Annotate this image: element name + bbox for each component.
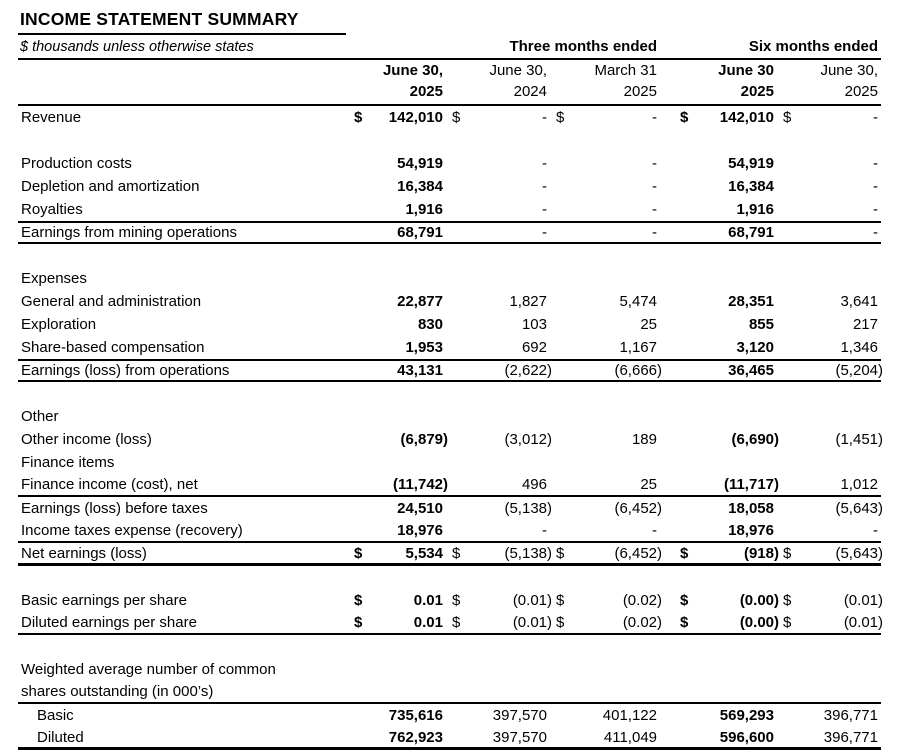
cell-value: (0.01): [512, 592, 552, 609]
cell: [660, 201, 777, 218]
col1-date-line1: June 30,: [382, 62, 443, 79]
row-label: Earnings (loss) before taxes: [21, 500, 208, 517]
row-label: Basic: [37, 707, 74, 724]
cell-value: (3,012): [504, 431, 552, 448]
col4-date-line1: June 30: [718, 62, 774, 79]
row-label: Finance items: [21, 454, 115, 471]
col2-date-line2: 2024: [513, 83, 547, 100]
currency-symbol: $: [354, 544, 363, 562]
row-label: shares outstanding (in 000’s): [21, 683, 214, 700]
cell: [550, 362, 660, 379]
col5-date-line2: 2025: [844, 83, 878, 100]
cell-value: (5,643): [835, 500, 883, 517]
cell-value: 18,976: [397, 522, 443, 539]
cell-value: (5,138): [504, 544, 552, 562]
cell: [777, 614, 881, 631]
cell: [777, 431, 881, 448]
group-header-three-months: Three months ended: [509, 38, 657, 55]
cell-value: 692: [521, 339, 547, 356]
cell: [660, 614, 777, 631]
cell-value: 3,120: [736, 339, 774, 356]
cell-value: 1,167: [619, 339, 657, 356]
cell-value: 28,351: [728, 293, 774, 310]
section-row: [18, 405, 881, 428]
table-row: [18, 543, 881, 566]
cell-value: 1,346: [840, 339, 878, 356]
cell: [348, 431, 446, 448]
cell-value: -: [652, 155, 657, 172]
currency-symbol: $: [680, 592, 689, 609]
cell: [446, 522, 550, 539]
cell-value: (11,742): [392, 476, 448, 493]
table-row: [18, 198, 881, 221]
spacer-row: [18, 566, 881, 589]
cell-value: 1,953: [405, 339, 443, 356]
cell: [777, 316, 881, 333]
cell: [777, 707, 881, 724]
spacer-row: [18, 635, 881, 658]
currency-symbol: $: [354, 109, 363, 126]
cell: [446, 201, 550, 218]
cell: [348, 545, 446, 562]
cell-value: 396,771: [823, 707, 878, 724]
cell-value: (5,138): [504, 500, 552, 517]
cell-value: -: [873, 178, 878, 195]
cell-value: 103: [521, 316, 547, 333]
cell: [348, 201, 446, 218]
cell: [660, 592, 777, 609]
cell: [348, 729, 446, 746]
cell-value: 855: [748, 316, 774, 333]
currency-symbol: $: [354, 592, 363, 609]
cell: [777, 500, 881, 517]
table-row: [18, 727, 881, 750]
cell: [660, 729, 777, 746]
cell: [348, 362, 446, 379]
cell-value: 830: [417, 316, 443, 333]
cell-value: 68,791: [728, 224, 774, 241]
currency-symbol: $: [680, 614, 689, 631]
row-label: Earnings (loss) from operations: [21, 362, 230, 379]
cell-value: (6,690): [731, 431, 779, 448]
currency-symbol: $: [452, 592, 461, 609]
row-label: Revenue: [21, 109, 82, 126]
cell-value: -: [873, 155, 878, 172]
cell-value: 16,384: [728, 178, 774, 195]
page-title: INCOME STATEMENT SUMMARY: [18, 8, 346, 35]
cell: [550, 178, 660, 195]
table-row: [18, 221, 881, 244]
cell: [348, 293, 446, 310]
cell: [550, 614, 660, 631]
column-headers: [18, 60, 881, 106]
currency-symbol: $: [452, 614, 461, 631]
currency-symbol: $: [556, 592, 565, 609]
cell-value: -: [542, 109, 547, 126]
cell: [550, 707, 660, 724]
row-label: Finance income (cost), net: [21, 476, 198, 493]
cell-value: 3,641: [840, 293, 878, 310]
cell-value: 411,049: [603, 728, 657, 746]
cell-value: 397,570: [492, 707, 547, 724]
cell: [348, 155, 446, 172]
row-label: Exploration: [21, 316, 97, 333]
currency-symbol: $: [783, 614, 792, 631]
row-label: Share-based compensation: [21, 339, 205, 356]
currency-symbol: $: [680, 544, 689, 562]
cell-value: (0.00): [739, 614, 779, 631]
column-header-row-2: [18, 81, 881, 102]
section-row: [18, 681, 881, 704]
col5-date-line1: June 30,: [820, 62, 878, 79]
cell-value: -: [652, 178, 657, 195]
cell: [446, 155, 550, 172]
row-label: General and administration: [21, 293, 202, 310]
cell-value: -: [652, 224, 657, 241]
cell: [446, 316, 550, 333]
cell: [660, 362, 777, 379]
spacer-row: [18, 244, 881, 267]
cell: [446, 476, 550, 493]
row-label: Diluted earnings per share: [21, 614, 197, 631]
currency-symbol: $: [556, 614, 565, 631]
table-row: [18, 612, 881, 635]
cell-value: -: [542, 522, 547, 539]
cell: [446, 592, 550, 609]
cell-value: 43,131: [397, 362, 443, 379]
cell: [348, 109, 446, 126]
cell-value: 735,616: [388, 707, 443, 724]
col4-date-line2: 2025: [740, 83, 774, 100]
cell: [660, 293, 777, 310]
currency-symbol: $: [452, 544, 461, 562]
cell-value: -: [652, 109, 657, 126]
cell-value: -: [652, 201, 657, 218]
cell: [777, 109, 881, 126]
row-label: Depletion and amortization: [21, 178, 200, 195]
cell: [446, 293, 550, 310]
cell: [446, 500, 550, 517]
table-row: [18, 152, 881, 175]
cell-value: 24,510: [397, 500, 443, 517]
cell: [660, 545, 777, 562]
currency-symbol: $: [354, 614, 363, 631]
table-row: [18, 106, 881, 129]
row-label: Other: [21, 408, 59, 425]
cell-value: 5,534: [405, 544, 443, 562]
cell: [660, 155, 777, 172]
currency-symbol: $: [556, 109, 565, 126]
row-label: Expenses: [21, 270, 87, 287]
cell: [660, 109, 777, 126]
cell-value: 0.01: [413, 592, 443, 609]
cell: [348, 592, 446, 609]
cell-value: 217: [852, 316, 878, 333]
table-row: [18, 359, 881, 382]
cell-value: (11,717): [723, 476, 779, 493]
table-row: [18, 474, 881, 497]
table-body: [18, 106, 881, 750]
cell-value: 1,916: [736, 201, 774, 218]
row-label: Basic earnings per share: [21, 592, 187, 609]
cell-value: -: [542, 201, 547, 218]
cell-value: -: [652, 522, 657, 539]
cell: [446, 431, 550, 448]
row-label: Diluted: [37, 728, 84, 746]
row-label: Other income (loss): [21, 431, 152, 448]
cell: [777, 201, 881, 218]
cell-value: (0.02): [622, 592, 662, 609]
cell: [660, 339, 777, 356]
cell-value: 25: [640, 476, 657, 493]
cell-value: 401,122: [602, 707, 657, 724]
row-label: Income taxes expense (recovery): [21, 522, 243, 539]
table-row: [18, 313, 881, 336]
cell-value: -: [873, 109, 878, 126]
cell-value: (6,879): [400, 431, 448, 448]
cell: [550, 729, 660, 746]
cell: [550, 201, 660, 218]
cell: [550, 339, 660, 356]
table-row: [18, 428, 881, 451]
currency-symbol: $: [783, 544, 792, 562]
cell: [550, 522, 660, 539]
table-row: [18, 520, 881, 543]
cell: [550, 500, 660, 517]
cell: [348, 316, 446, 333]
row-label: Earnings from mining operations: [21, 224, 237, 241]
cell: [550, 109, 660, 126]
cell: [348, 178, 446, 195]
cell: [348, 522, 446, 539]
cell-value: (6,452): [614, 544, 662, 562]
cell-value: 142,010: [388, 109, 443, 126]
cell: [446, 224, 550, 241]
row-label: Production costs: [21, 155, 132, 172]
cell: [550, 476, 660, 493]
cell: [446, 614, 550, 631]
cell: [348, 500, 446, 517]
cell-value: (5,643): [835, 544, 883, 562]
cell-value: (918): [743, 544, 779, 562]
cell-value: -: [542, 178, 547, 195]
table-row: [18, 589, 881, 612]
col2-date-line1: June 30,: [489, 62, 547, 79]
cell: [550, 224, 660, 241]
cell-value: 22,877: [397, 293, 443, 310]
cell: [348, 476, 446, 493]
cell-value: 496: [521, 476, 547, 493]
cell: [777, 592, 881, 609]
cell: [446, 729, 550, 746]
cell-value: 68,791: [397, 224, 443, 241]
cell: [660, 431, 777, 448]
cell: [446, 339, 550, 356]
row-label: Royalties: [21, 201, 83, 218]
cell: [550, 155, 660, 172]
cell-value: -: [873, 224, 878, 241]
cell: [777, 224, 881, 241]
cell-value: (6,452): [614, 500, 662, 517]
cell-value: -: [542, 224, 547, 241]
cell: [777, 476, 881, 493]
subtitle-row: [18, 35, 881, 60]
section-row: [18, 451, 881, 474]
cell: [777, 339, 881, 356]
cell: [550, 592, 660, 609]
cell-value: 25: [640, 316, 657, 333]
cell-value: 5,474: [619, 293, 657, 310]
cell: [348, 224, 446, 241]
cell-value: 396,771: [823, 728, 878, 746]
cell: [660, 522, 777, 539]
cell-value: -: [542, 155, 547, 172]
table-row: [18, 704, 881, 727]
cell-value: 1,916: [405, 201, 443, 218]
cell-value: 569,293: [719, 707, 774, 724]
cell-value: (0.02): [622, 614, 662, 631]
col1-date-line2: 2025: [409, 83, 443, 100]
table-row: [18, 175, 881, 198]
cell: [777, 155, 881, 172]
row-label: Net earnings (loss): [21, 544, 147, 562]
cell-value: -: [873, 201, 878, 218]
spacer-row: [18, 129, 881, 152]
cell: [348, 614, 446, 631]
col3-date-line1: March 31: [594, 62, 657, 79]
cell: [660, 316, 777, 333]
cell-value: (0.01): [512, 614, 552, 631]
cell: [777, 545, 881, 562]
currency-symbol: $: [783, 592, 792, 609]
cell: [550, 545, 660, 562]
cell: [777, 522, 881, 539]
cell-value: 16,384: [397, 178, 443, 195]
cell: [660, 178, 777, 195]
cell-value: (0.01): [843, 592, 883, 609]
table-row: [18, 497, 881, 520]
currency-symbol: $: [783, 109, 792, 126]
cell-value: 1,012: [840, 476, 878, 493]
cell: [446, 545, 550, 562]
col3-date-line2: 2025: [623, 83, 657, 100]
cell: [348, 707, 446, 724]
cell-value: 54,919: [728, 155, 774, 172]
cell: [660, 500, 777, 517]
currency-symbol: $: [452, 109, 461, 126]
section-row: [18, 658, 881, 681]
spacer-row: [18, 382, 881, 405]
cell: [550, 293, 660, 310]
cell: [446, 178, 550, 195]
cell-value: (0.01): [843, 614, 883, 631]
group-header-six-months: Six months ended: [748, 38, 878, 55]
cell: [777, 293, 881, 310]
cell-value: 36,465: [728, 362, 774, 379]
cell: [348, 339, 446, 356]
cell-value: 1,827: [509, 293, 547, 310]
section-row: [18, 267, 881, 290]
cell-value: 142,010: [719, 109, 774, 126]
cell: [660, 707, 777, 724]
cell: [446, 109, 550, 126]
cell: [446, 707, 550, 724]
cell-value: 596,600: [719, 728, 774, 746]
cell-value: (6,666): [614, 362, 662, 379]
cell: [777, 178, 881, 195]
cell-value: 18,976: [728, 522, 774, 539]
cell: [550, 431, 660, 448]
cell-value: (0.00): [739, 592, 779, 609]
cell-value: 54,919: [397, 155, 443, 172]
currency-symbol: $: [556, 544, 565, 562]
row-label: Weighted average number of common: [21, 661, 276, 678]
units-note: $ thousands unless otherwise states: [20, 38, 254, 55]
cell-value: 18,058: [728, 500, 774, 517]
table-row: [18, 336, 881, 359]
cell-value: 0.01: [413, 614, 443, 631]
cell: [777, 362, 881, 379]
cell: [777, 729, 881, 746]
cell-value: (2,622): [504, 362, 552, 379]
cell-value: -: [873, 522, 878, 539]
table-row: [18, 290, 881, 313]
cell-value: (5,204): [835, 362, 883, 379]
cell: [660, 224, 777, 241]
cell: [550, 316, 660, 333]
cell-value: 189: [631, 431, 657, 448]
currency-symbol: $: [680, 109, 689, 126]
cell-value: 397,570: [492, 728, 547, 746]
cell-value: (1,451): [835, 431, 883, 448]
cell: [660, 476, 777, 493]
column-header-row-1: [18, 60, 881, 81]
cell-value: 762,923: [388, 728, 443, 746]
cell: [446, 362, 550, 379]
